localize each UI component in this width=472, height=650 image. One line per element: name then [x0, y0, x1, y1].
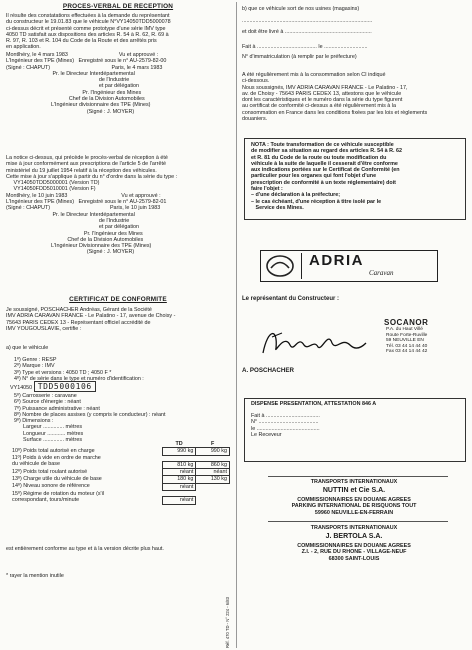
vin-prefix: VY14050 — [10, 385, 33, 391]
table-row — [10, 469, 230, 476]
pv-sign-line: Pr. le Directeur Interdépartemental — [6, 70, 135, 77]
transport-2-name: J. BERTOLA S.A. — [325, 533, 383, 540]
transport-2-line: COMMISSIONNAIRES EN DOUANE AGREES — [297, 543, 411, 549]
regul-line: A été régulièrement mis à la consommation selon CI indiqué — [242, 72, 386, 78]
reference-vertical: Réf. 470 TD - N° 224 - 6/83 — [225, 597, 230, 648]
handwritten-signature-icon — [258, 323, 368, 363]
nota-line: particulier pour les organes qui font l'objet d'une — [251, 173, 377, 180]
vehicle-item: 6º) Source d'énergie : néant — [14, 399, 81, 406]
pv-line: ci-dessus décrit et présenté comme prototype d'une série IMV type — [6, 25, 166, 32]
livraison-line: et doit être livré à .......................................................... — [242, 29, 372, 35]
column-divider — [236, 2, 237, 648]
pv-line: 4050 TD satisfait aux dispositions des articles R. 54 à R. 62, R. 69 à — [6, 31, 169, 38]
representant-label: Le représentant du Constructeur : — [242, 296, 340, 302]
transport-1-lines — [238, 497, 470, 516]
regul-line: av. de Choisy - 75643 PARIS CEDEX 13, attestons que le véhicule — [242, 90, 402, 97]
cc-body — [6, 307, 234, 332]
vehicle-item: Largeur .............. mètres — [14, 424, 83, 431]
notice-line: Chef de la Division Automobiles — [6, 236, 144, 243]
mise-consommation — [242, 72, 468, 122]
row-value-td: néant — [162, 469, 196, 476]
nota-box — [244, 138, 466, 220]
vehicle-items-2 — [14, 393, 234, 443]
pv-line: Il résulte des constatations effectuées à la demande du représentant — [6, 13, 170, 19]
stamp-details — [386, 327, 468, 355]
immat-line: N° d'immatriculation (à remplir par le préfecture) — [242, 54, 357, 60]
vehicle-item: 1º) Genre : RESP — [14, 357, 57, 363]
row-value-f — [196, 497, 230, 504]
pv-sign-line: de l'Industrie — [6, 77, 130, 84]
pv-sign-line: (Signé : J. MOYER) — [6, 108, 135, 115]
notice-line: de l'Industrie — [6, 217, 130, 224]
vehicle-item: 7º) Puissance administrative : néant — [14, 405, 100, 412]
vehicle-item: Surface .............. mètres — [14, 437, 83, 444]
notice-line: (Signé : CHAPUT) Paris, le 10 juin 1983 — [6, 205, 161, 212]
notice-line: Montlhéry, le 10 juin 1983 Vu et approuvé : — [6, 192, 161, 199]
nota-line: NOTA : Toute transformation de ce véhicule susceptible — [251, 142, 394, 148]
b-line: b) que ce véhicule sort de nos usines (magasins) — [242, 6, 360, 12]
cc-line: Je soussigné, POSCHACHER Andréas, Gérant de la Société — [6, 307, 152, 313]
separator-2 — [268, 521, 448, 522]
row-value-td: néant — [162, 497, 196, 504]
nota-line: et R. 81 du Code de la route ou toute modification du — [251, 154, 387, 161]
footnote: * rayer la mention inutile — [6, 573, 64, 579]
socanor-stamp — [368, 318, 468, 355]
nota-line: Service des Mines. — [251, 204, 304, 211]
vin-line — [10, 382, 230, 391]
row-label: 14º) Niveau sonore de référence — [12, 483, 90, 490]
stamp-line: Fax 03 44 14 44 42 — [386, 349, 428, 355]
col-td-header: TD — [175, 441, 183, 447]
regul-line: dont les caractéristiques et le numéro dans la série du type figurent — [242, 97, 403, 104]
stamp-line: 59 NEUVILLE EN — [386, 338, 424, 344]
row-value-f — [196, 483, 230, 490]
notice-line: (Signé : J. MOYER) — [6, 249, 135, 256]
pv-line: en application. — [6, 44, 41, 51]
conformity-statement: est entièrement conforme au type et à la version décrite plus haut. — [6, 546, 164, 552]
adria-logo — [260, 250, 438, 282]
notice-line: L'Ingénieur Divisionnaire des TPE (Mines) — [6, 243, 152, 250]
vehicle-item: 2º) Marque : IMV — [14, 363, 55, 370]
pv-sign-line: Pr. l'Ingénieur des Mines — [6, 89, 142, 96]
notice-line: et par délégation — [6, 224, 140, 231]
table-row — [10, 448, 230, 455]
dispense-field: le .......................................... — [251, 425, 320, 432]
weights-table — [10, 441, 230, 505]
notice-line: VY14050TDD5000001 (Version TD) — [6, 180, 100, 187]
vehicle-item: 5º) Carrosserie : caravane — [14, 393, 77, 399]
row-value-td: néant — [162, 483, 196, 490]
vehicle-items — [14, 357, 234, 382]
pv-body — [6, 13, 234, 51]
nota-line: aux indications portées sur le Certificat de Conformité (en — [251, 167, 400, 174]
transport-2-line: 68300 SAINT-LOUIS — [328, 555, 380, 562]
regul-line: ci-dessous. — [242, 78, 270, 85]
pv-sign-line: L'Ingénieur divisionnaire des TPE (Mines) — [6, 102, 151, 109]
dispense-title: DISPENSE PRESENTATION, ATTESTATION 846 A — [251, 401, 377, 407]
adria-emblem-icon — [265, 253, 295, 279]
dots-line: ....................................................................................... — [242, 18, 373, 24]
transport-1-name: NUTTIN et Cie S.A. — [322, 487, 386, 494]
cc-line: IMV YOUGOUSLAVIE, certifie : — [6, 325, 82, 332]
nota-line: faire l'objet : — [251, 186, 283, 193]
cc-line: 75643 PARIS CEDEX 13 - Représentant officiel accrédité de — [6, 319, 151, 326]
socanor-name: SOCANOR — [384, 318, 429, 327]
nota-line: – d'une déclaration à la préfecture; — [251, 192, 341, 199]
row-value-td: 180 kg — [162, 476, 196, 483]
stamp-line: P.A. du Haut Villé — [386, 327, 423, 332]
row-label: 13º) Charge utile du véhicule de base — [12, 475, 102, 482]
transport-1-line: 59960 NEUVILLE-EN-FERRAIN — [314, 509, 394, 516]
separator — [268, 476, 448, 477]
transport-2-heading: TRANSPORTS INTERNATIONAUX — [310, 525, 398, 531]
pv-signatures — [6, 52, 234, 115]
table-row — [10, 476, 230, 483]
row-label: correspondant, tours/minute — [12, 496, 80, 503]
pv-sign-line: (Signé : CHAPUT) Paris, le 4 mars 1983 — [6, 64, 163, 71]
row-value-f: 860 kg — [196, 461, 230, 468]
brand-sub: Caravan — [369, 269, 394, 277]
regul-line: au certificat de conformité ci-dessus a été régulièrement mis à la — [242, 103, 397, 110]
stamp-line: Tél. 03 44 14 44 40 — [386, 343, 428, 349]
row-label: 15º) Régime de rotation du moteur (s'il — [12, 490, 104, 497]
row-value-f: néant — [196, 469, 230, 476]
dispense-field: Le Receveur — [251, 431, 282, 438]
pv-title: PROCES-VERBAL DE RECEPTION — [62, 3, 174, 10]
nota-line: prescription de conformité à un texte réglementaire) doit — [251, 179, 396, 186]
cc-title: CERTIFICAT DE CONFORMITE — [69, 296, 167, 303]
pv-sign-line: Montlhéry, le 4 mars 1983 Vu et approuvé : — [6, 52, 159, 58]
nota-text — [251, 142, 463, 211]
nota-line: de modifier sa situation au regard des articles R. 54 à R. 62 — [251, 148, 402, 155]
pv-line: R. 97, R. 103 et R. 104 du Code de la Route et des arrêtés pris — [6, 38, 157, 45]
col-f-header: F — [211, 441, 215, 447]
transport-1-heading: TRANSPORTS INTERNATIONAUX — [310, 479, 398, 485]
regul-line: Nous soussignés, IMV ADRIA CARAVAN FRANCE - Le Palatino - 17, — [242, 84, 408, 91]
transport-2-line: Z.I. - 2, RUE DU RHONE - VILLAGE-NEUF — [301, 549, 407, 556]
table-row — [10, 483, 230, 490]
regul-line: consommation en France dans les conditions fixées par les lois et règlements — [242, 109, 428, 116]
stamp-line: Route Forte-Ruville — [386, 332, 428, 338]
notice-line: La notice ci-dessus, qui précède le procès-verbal de réception à été — [6, 155, 168, 161]
vin-handwritten: TDD5000106 — [34, 381, 96, 392]
row-value-f: 130 kg — [196, 476, 230, 483]
notice-line: ministériel du 19 juillet 1954 relatif à la réception des véhicules. — [6, 167, 157, 174]
row-label: 10º) Poids total autorisé en charge — [12, 447, 95, 454]
notice-line: L'Ingénieur des TPE (Mines) Enregistré sous le n° AU-2579-82-01 — [6, 199, 167, 206]
regul-line: douaniers. — [242, 116, 268, 123]
fait-line: Fait à ........................................ le ............................. — [242, 44, 368, 50]
vehicle-item: 4º) N° de série dans le type et numéro d'identification : — [14, 375, 144, 382]
dispense-box — [244, 398, 466, 462]
row-label: du véhicule de base — [12, 461, 60, 468]
row-value-td: 990 kg — [162, 448, 196, 455]
cc-line: IMV ADRIA CARAVAN FRANCE - Le Palatino - 17, avenue de Choisy - — [6, 313, 176, 320]
dispense-fields — [251, 413, 451, 438]
notice-line: Pr. l'Ingénieur des Mines — [6, 230, 143, 237]
vehicle-item: Longueur ............ mètres — [14, 430, 84, 437]
nota-line: – le cas échéant, d'une réception à titre isolé par le — [251, 198, 382, 205]
vehicle-item: 8º) Nombre de places assises (y compris le conducteur) : néant — [14, 411, 166, 418]
vehicle-item: 3º) Type et versions : 4050 TD ; 4050 F * — [14, 369, 112, 376]
row-value-f: 990 kg — [196, 448, 230, 455]
pv-sign-line: L'Ingénieur des TPE (Mines) Enregistré sous le n° AU-2579-82-00 — [6, 58, 167, 65]
transport-2-lines — [238, 543, 470, 562]
row-value-td: 810 kg — [162, 461, 196, 468]
a-que-le-vehicule: a) que le véhicule — [6, 345, 49, 351]
notice-update — [6, 155, 234, 256]
notice-line: Cette mise à jour s'applique à partir du n° d'ordre dans la série du type : — [6, 173, 178, 180]
notice-line: Pr. le Directeur Interdépartemental — [6, 211, 135, 218]
table-row — [10, 461, 230, 468]
notice-line: mise à jour conformément aux prescriptions de l'article 5 de l'arrêté — [6, 161, 166, 168]
dispense-field: N° ........................................ — [251, 419, 319, 426]
transport-1-line: COMMISSIONNAIRES EN DOUANE AGREES — [297, 497, 411, 503]
dispense-field: Fait à .................................... — [251, 413, 320, 419]
logo-divider — [301, 253, 302, 279]
signer-name: A. POSCHACHER — [242, 367, 294, 374]
row-label: 11º) Poids à vide en ordre de marche — [12, 455, 101, 462]
transport-1-line: PARKING INTERNATIONAL DE RISQUONS TOUT — [291, 503, 417, 510]
pv-sign-line: et par délégation — [6, 83, 140, 90]
nota-line: véhicule à la suite de laquelle il cesserait d'être conforme — [251, 160, 398, 167]
row-label: 12º) Poids total roulant autorisé — [12, 468, 88, 475]
table-row — [10, 497, 230, 504]
pv-line: du constructeur le 19.01.83 que le véhicule N°VY14050TDD5000078 — [6, 19, 171, 26]
brand-name: ADRIA — [309, 252, 364, 269]
vehicle-item: 9º) Dimensions : — [14, 418, 54, 425]
pv-sign-line: Chef de la Division Automobiles — [6, 96, 145, 103]
notice-line: VY14050FDD5010001 (Version F) — [6, 186, 96, 193]
